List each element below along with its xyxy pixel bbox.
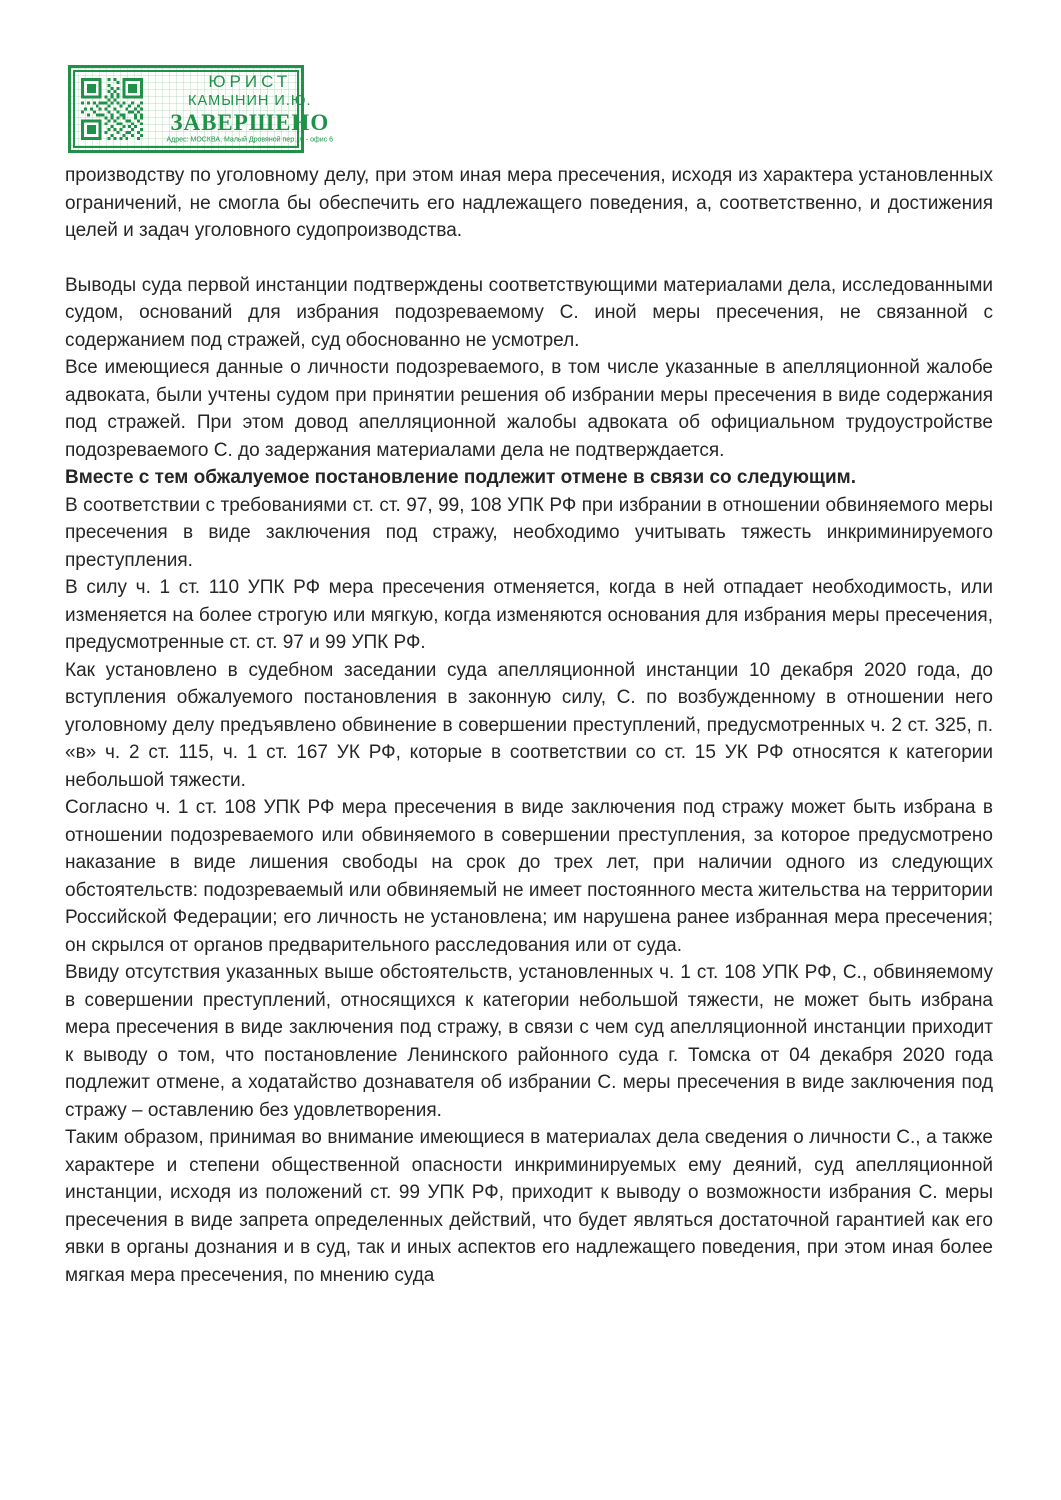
lawyer-stamp-inner: [73, 70, 334, 148]
stamp-lawyer-name: КАМЫНИН И.Ю.: [188, 92, 312, 109]
paragraph-4: Вместе с тем обжалуемое постановление подлежит отмене в связи со следующим.: [65, 467, 856, 488]
paragraph-1: производству по уголовному делу, при этом иная мера пресечения, исходя из характера установленных ограничений, не смогла бы обеспечить его надлежащего поведения, а, соответственно, и достижения целей и задач уголовного судопроизводства.: [65, 165, 993, 241]
stamp-status: ЗАВЕРШЕНО: [170, 109, 330, 135]
paragraph-7: Как установлено в судебном заседании суда апелляционной инстанции 10 декабря 2020 года, до вступления обжалуемого постановления в законную силу, С. по возбужденному в отношении него уголовному делу предъявлено обвинение в совершении преступлений, предусмотренных ч. 2 ст. 325, п. «в» ч. 2 ст. 115, ч. 1 ст. 167 УК РФ, которые в соответствии со ст. 15 УК РФ относятся к категории небольшой тяжести.: [65, 659, 993, 791]
qr-code-icon: [81, 78, 143, 140]
lawyer-stamp: [68, 65, 334, 153]
paragraph-8: Согласно ч. 1 ст. 108 УПК РФ мера пресечения в виде заключения под стражу может быть избрана в отношении подозреваемого или обвиняемого в совершении преступления, за которое предусмотрено наказание в виде лишения свободы на срок до трех лет, при наличии одного из следующих обстоятельств: подозреваемый или обвиняемый не имеет постоянного места жительства на территории Российской Федерации; его личность не установлена; им нарушена ранее избранная мера пресечения; он скрылся от органов предварительного расследования или от суда.: [65, 797, 993, 956]
stamp-title: ЮРИСТ: [208, 71, 292, 91]
lawyer-stamp-text: [143, 73, 357, 146]
paragraph-10: Таким образом, принимая во внимание имеющиеся в материалах дела сведения о личности С., а также характере и степени общественной опасности инкриминируемых ему деяний, суд апелляционной инстанции, исходя из положений ст. 99 УПК РФ, приходит к выводу о возможности избрания С. меры пресечения в виде запрета определенных действий, что будет являться достаточной гарантией как его явки в органы дознания и в суд, так и иных аспектов его надлежащего поведения, при этом иная более мягкая мера пресечения, по мнению суда: [65, 1127, 993, 1286]
paragraph-3: Все имеющиеся данные о личности подозреваемого, в том числе указанные в апелляционной жалобе адвоката, были учтены судом при принятии решения об избрании меры пресечения в виде содержания под стражей. При этом довод апелляционной жалобы адвоката об официальном трудоустройстве подозреваемого С. до задержания материалами дела не подтверждается.: [65, 357, 993, 461]
document-body: [65, 162, 993, 1289]
paragraph-2: Выводы суда первой инстанции подтверждены соответствующими материалами дела, исследованными судом, оснований для избрания подозреваемому С. иной меры пресечения, не связанной с содержанием под стражей, суд обоснованно не усмотрел.: [65, 274, 993, 351]
paragraph-5: В соответствии с требованиями ст. ст. 97, 99, 108 УПК РФ при избрании в отношении обвиняемого меры пресечения в виде заключения под стражу, необходимо учитывать тяжесть инкриминируемого преступления.: [65, 494, 993, 571]
paragraph-9: Ввиду отсутствия указанных выше обстоятельств, установленных ч. 1 ст. 108 УПК РФ, С., обвиняемому в совершении преступлений, относящихся к категории небольшой тяжести, не может быть избрана мера пресечения в виде заключения под стражу, в связи с чем суд апелляционной инстанции приходит к выводу о том, что постановление Ленинского районного суда г. Томска от 04 декабря 2020 года подлежит отмене, а ходатайство дознавателя об избрании С. меры пресечения в виде заключения под стражу – оставлению без удовлетворения.: [65, 962, 993, 1121]
paragraph-6: В силу ч. 1 ст. 110 УПК РФ мера пресечения отменяется, когда в ней отпадает необходимость, или изменяется на более строгую или мягкую, когда изменяются основания для избрания меры пресечения, предусмотренные ст. ст. 97 и 99 УПК РФ.: [65, 577, 993, 653]
stamp-address: Адрес: МОСКВА, Малый Дровяной пер., 6 - офис 6: [166, 135, 334, 143]
